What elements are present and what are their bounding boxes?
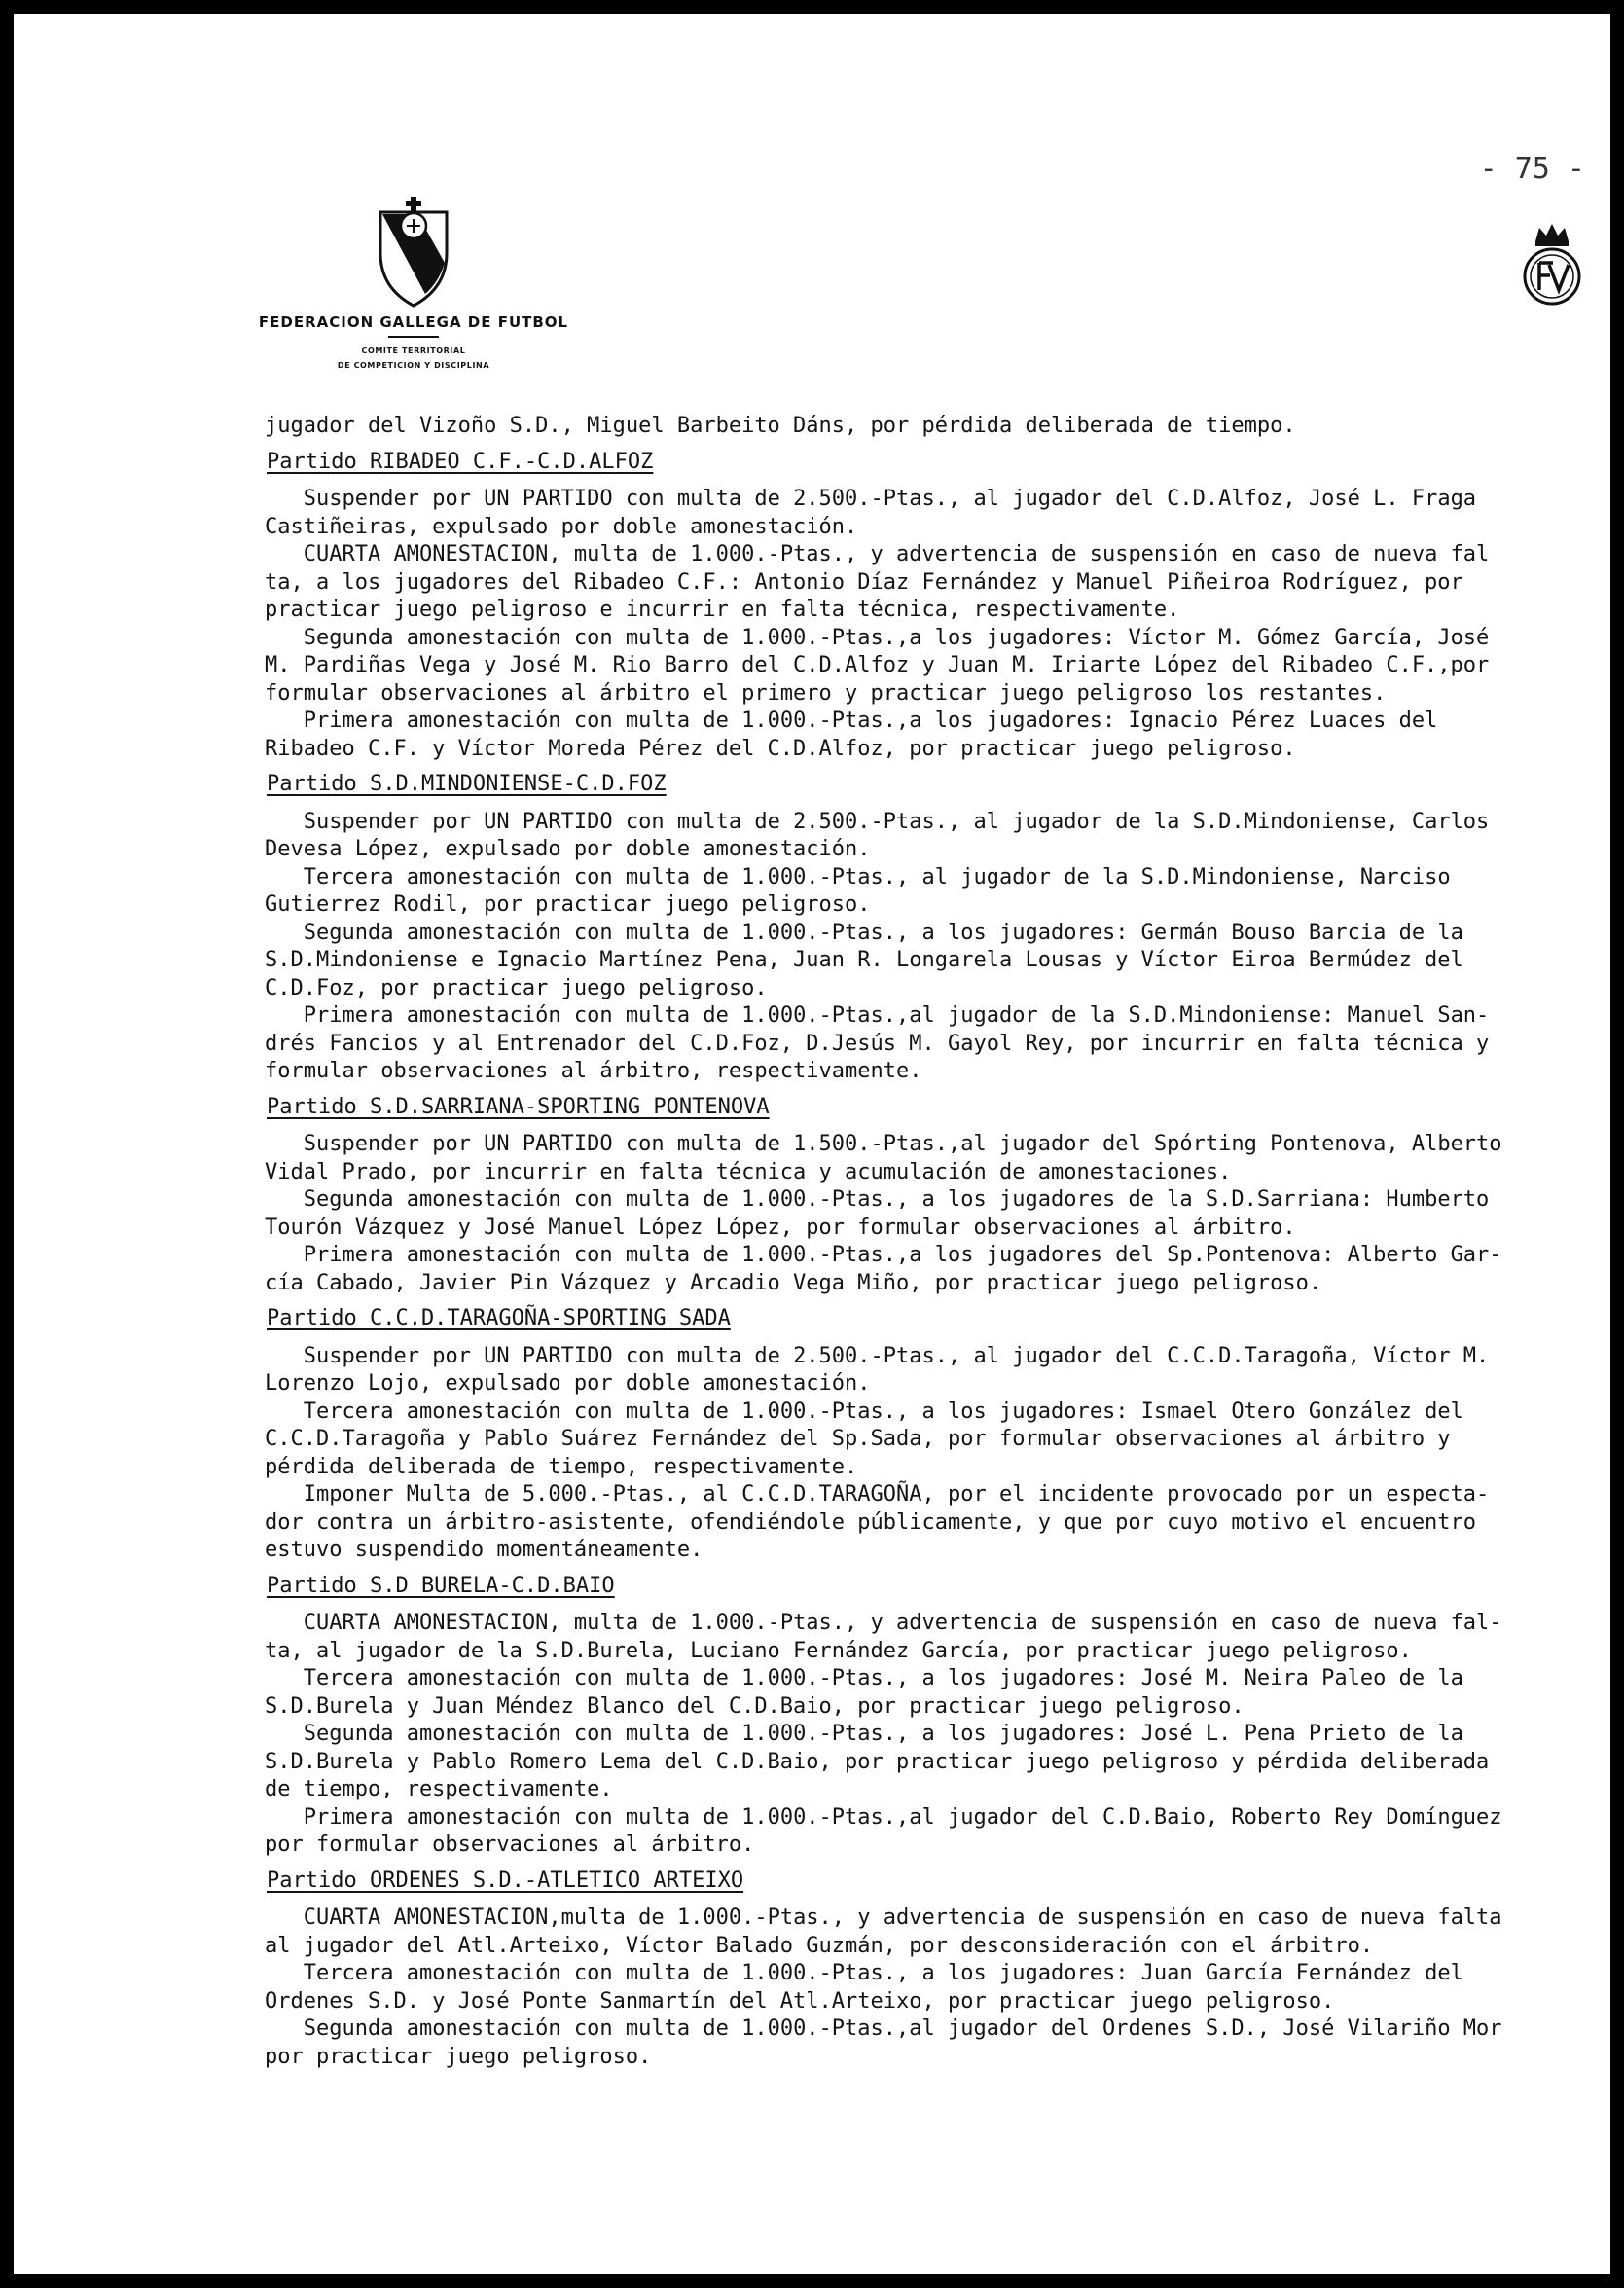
match-section-ordenes-arteixo bbox=[265, 1868, 1598, 2072]
match-section-mindoniense-foz bbox=[265, 771, 1598, 1086]
text-line: de tiempo, respectivamente. bbox=[265, 1777, 613, 1801]
letterhead bbox=[253, 193, 574, 373]
text-line: Suspender por UN PARTIDO con multa de 2.500.-Ptas., al jugador del C.C.D.Taragoña, Víctor M. bbox=[265, 1343, 1490, 1368]
match-paragraphs bbox=[265, 1610, 1598, 1860]
match-heading: Partido ORDENES S.D.-ATLETICO ARTEIXO bbox=[267, 1868, 744, 1893]
match-heading: Partido S.D.SARRIANA-SPORTING PONTENOVA bbox=[267, 1094, 770, 1119]
federation-crest-icon bbox=[375, 193, 452, 309]
text-line: Tercera amonestación con multa de 1.000.-Ptas., a los jugadores: Juan García Fernández del bbox=[265, 1961, 1463, 1985]
committee-line-2: DE COMPETICION Y DISCIPLINA bbox=[337, 361, 490, 370]
text-line: CUARTA AMONESTACION, multa de 1.000.-Ptas., y advertencia de suspensión en caso de nueva fal- bbox=[265, 1611, 1502, 1635]
text-line: cía Cabado, Javier Pin Vázquez y Arcadio Vega Miño, por practicar juego peligroso. bbox=[265, 1270, 1322, 1295]
text-line: Castiñeiras, expulsado por doble amonestación. bbox=[265, 514, 858, 539]
text-line: C.C.D.Taragoña y Pablo Suárez Fernández del Sp.Sada, por formular observaciones al árbitro y bbox=[265, 1427, 1451, 1451]
committee-line-1: COMITE TERRITORIAL bbox=[361, 346, 466, 355]
match-paragraphs bbox=[265, 1131, 1598, 1297]
text-line: CUARTA AMONESTACION,multa de 1.000.-Ptas., y advertencia de suspensión en caso de nueva falta bbox=[265, 1906, 1502, 1930]
match-section-sarriana-pontenova bbox=[265, 1094, 1598, 1298]
document-page bbox=[14, 14, 1610, 2274]
match-heading: Partido S.D.MINDONIENSE-C.D.FOZ bbox=[267, 772, 667, 796]
intro-line: jugador del Vizoño S.D., Miguel Barbeito Dáns, por pérdida deliberada de tiempo. bbox=[265, 414, 1296, 438]
match-heading: Partido RIBADEO C.F.-C.D.ALFOZ bbox=[267, 449, 654, 474]
match-paragraphs bbox=[265, 1905, 1598, 2071]
text-line: CUARTA AMONESTACION, multa de 1.000.-Ptas., y advertencia de suspensión en caso de nueva fal bbox=[265, 542, 1490, 566]
text-line: Primera amonestación con multa de 1.000.-Ptas.,al jugador del C.D.Baio, Roberto Rey Domínguez bbox=[265, 1804, 1502, 1830]
text-line: Segunda amonestación con multa de 1.000.-Ptas., a los jugadores: José L. Pena Prieto de la bbox=[265, 1722, 1463, 1746]
text-line: Segunda amonestación con multa de 1.000.-Ptas.,a los jugadores: Víctor M. Gómez García, José bbox=[265, 625, 1490, 650]
text-line: S.D.Burela y Pablo Romero Lema del C.D.Baio, por practicar juego peligroso y pérdida deliberada bbox=[265, 1749, 1490, 1774]
text-line: Tercera amonestación con multa de 1.000.-Ptas., a los jugadores: José M. Neira Paleo de la bbox=[265, 1666, 1463, 1690]
text-line: por practicar juego peligroso. bbox=[265, 2044, 652, 2069]
text-line: Gutierrez Rodil, por practicar juego peligroso. bbox=[265, 892, 871, 917]
match-heading: Partido C.C.D.TARAGOÑA-SPORTING SADA bbox=[267, 1306, 731, 1330]
letterhead-rule bbox=[388, 336, 439, 338]
text-line: Segunda amonestación con multa de 1.000.-Ptas., a los jugadores de la S.D.Sarriana: Humberto bbox=[265, 1187, 1490, 1212]
match-paragraphs bbox=[265, 486, 1598, 763]
document-body bbox=[265, 413, 1598, 2079]
match-section-taragona-sada bbox=[265, 1305, 1598, 1565]
text-line: Primera amonestación con multa de 1.000.-Ptas.,al jugador de la S.D.Mindoniense: Manuel San- bbox=[265, 1003, 1490, 1028]
federation-name: FEDERACION GALLEGA DE FUTBOL bbox=[258, 313, 569, 331]
text-line: Ribadeo C.F. y Víctor Moreda Pérez del C.D.Alfoz, por practicar juego peligroso. bbox=[265, 736, 1296, 761]
match-paragraphs bbox=[265, 1343, 1598, 1565]
text-line: Lorenzo Lojo, expulsado por doble amonestación. bbox=[265, 1371, 871, 1396]
text-line: pérdida deliberada de tiempo, respectivamente. bbox=[265, 1454, 858, 1479]
text-line: S.D.Burela y Juan Méndez Blanco del C.D.Baio, por practicar juego peligroso. bbox=[265, 1693, 1245, 1719]
text-line: M. Pardiñas Vega y José M. Rio Barro del C.D.Alfoz y Juan M. Iriarte López del Ribadeo C.F.,por bbox=[265, 653, 1490, 677]
text-line: Suspender por UN PARTIDO con multa de 2.500.-Ptas., al jugador de la S.D.Mindoniense, Carlos bbox=[265, 809, 1490, 834]
text-line: ta, a los jugadores del Ribadeo C.F.: Antonio Díaz Fernández y Manuel Piñeiroa Rodríguez, por bbox=[265, 569, 1463, 595]
rfef-emblem-icon bbox=[1520, 220, 1584, 308]
text-line: Vidal Prado, por incurrir en falta técnica y acumulación de amonestaciones. bbox=[265, 1159, 1232, 1184]
text-line: Primera amonestación con multa de 1.000.-Ptas.,a los jugadores: Ignacio Pérez Luaces del bbox=[265, 708, 1438, 733]
text-line: formular observaciones al árbitro, respectivamente. bbox=[265, 1059, 922, 1083]
text-line: drés Fancios y al Entrenador del C.D.Foz, D.Jesús M. Gayol Rey, por incurrir en falta técnica y bbox=[265, 1031, 1490, 1056]
text-line: Tercera amonestación con multa de 1.000.-Ptas., a los jugadores: Ismael Otero González del bbox=[265, 1398, 1463, 1424]
match-paragraphs bbox=[265, 809, 1598, 1086]
text-line: Suspender por UN PARTIDO con multa de 2.500.-Ptas., al jugador del C.D.Alfoz, José L. Fraga bbox=[265, 487, 1477, 511]
text-line: Suspender por UN PARTIDO con multa de 1.500.-Ptas.,al jugador del Spórting Pontenova, Alberto bbox=[265, 1132, 1502, 1156]
text-line: S.D.Mindoniense e Ignacio Martínez Pena, Juan R. Longarela Lousas y Víctor Eiroa Bermúdez del bbox=[265, 948, 1463, 972]
text-line: por formular observaciones al árbitro. bbox=[265, 1833, 755, 1857]
match-heading: Partido S.D BURELA-C.D.BAIO bbox=[267, 1573, 615, 1598]
text-line: Primera amonestación con multa de 1.000.-Ptas.,a los jugadores del Sp.Pontenova: Alberto Gar- bbox=[265, 1243, 1502, 1267]
text-line: Ordenes S.D. y José Ponte Sanmartín del Atl.Arteixo, por practicar juego peligroso. bbox=[265, 1988, 1335, 2014]
text-line: practicar juego peligroso e incurrir en falta técnica, respectivamente. bbox=[265, 598, 1180, 622]
text-line: Segunda amonestación con multa de 1.000.-Ptas., a los jugadores: Germán Bouso Barcia de la bbox=[265, 920, 1463, 945]
text-line: al jugador del Atl.Arteixo, Víctor Balado Guzmán, por desconsideración con el árbitro. bbox=[265, 1933, 1374, 1958]
text-line: Tourón Vázquez y José Manuel López López, por formular observaciones al árbitro. bbox=[265, 1215, 1296, 1240]
text-line: Tercera amonestación con multa de 1.000.-Ptas., al jugador de la S.D.Mindoniense, Narciso bbox=[265, 864, 1451, 890]
match-section-ribadeo-alfoz bbox=[265, 449, 1598, 764]
text-line: Devesa López, expulsado por doble amonestación. bbox=[265, 837, 871, 861]
text-line: Segunda amonestación con multa de 1.000.-Ptas.,al jugador del Ordenes S.D., José Vilariño Mor bbox=[265, 2016, 1502, 2041]
text-line: dor contra un árbitro-asistente, ofendiéndole públicamente, y que por cuyo motivo el encuentro bbox=[265, 1509, 1477, 1535]
text-line: Imponer Multa de 5.000.-Ptas., al C.C.D.TARAGOÑA, por el incidente provocado por un especta- bbox=[265, 1482, 1490, 1507]
match-section-burela-baio bbox=[265, 1573, 1598, 1860]
page-number: - 75 - bbox=[1479, 152, 1585, 186]
text-line: ta, al jugador de la S.D.Burela, Luciano Fernández García, por practicar juego peligroso. bbox=[265, 1638, 1412, 1663]
text-line: formular observaciones al árbitro el primero y practicar juego peligroso los restantes. bbox=[265, 680, 1387, 706]
text-line: estuvo suspendido momentáneamente. bbox=[265, 1538, 704, 1562]
text-line: C.D.Foz, por practicar juego peligroso. bbox=[265, 975, 768, 1000]
